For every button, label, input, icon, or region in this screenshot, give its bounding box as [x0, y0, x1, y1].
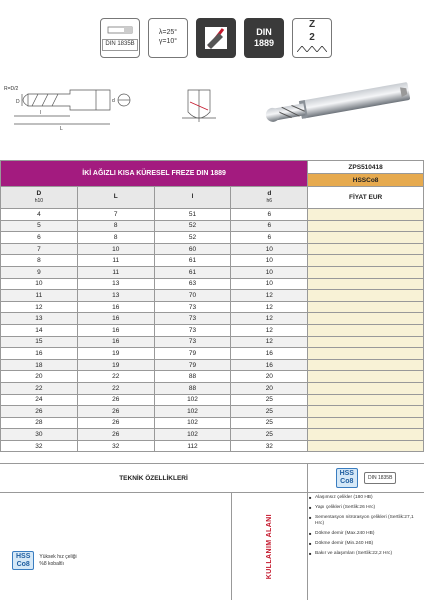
table-cell: 14 — [1, 324, 78, 336]
table-cell: 22 — [77, 382, 154, 394]
table-cell: 19 — [77, 359, 154, 371]
table-cell: 5 — [1, 220, 78, 232]
table-row — [1, 371, 424, 383]
table-cell: 11 — [1, 290, 78, 302]
table-cell: 16 — [77, 324, 154, 336]
usage-item: ■ Yapı çelikleri (Sertlik:26 Hrc) — [308, 505, 424, 511]
table-cell: 12 — [231, 290, 308, 302]
feature-icon-row — [100, 18, 332, 58]
product-table — [0, 160, 424, 452]
features-title: TEKNİK ÖZELLİKLERİ — [0, 464, 308, 493]
table-cell: 25 — [231, 417, 308, 429]
table-cell: 18 — [1, 359, 78, 371]
table-cell: 9 — [1, 266, 78, 278]
table-cell: 32 — [231, 440, 308, 452]
price-cell — [308, 290, 424, 302]
hss-note-line2: %8 kobaltlı — [39, 560, 64, 567]
table-cell: 63 — [154, 278, 231, 290]
table-row — [1, 209, 424, 221]
table-cell: 13 — [77, 290, 154, 302]
usage-item: ■ Alaşımsız çelikler (180 HB) — [308, 495, 424, 501]
price-cell — [308, 232, 424, 244]
table-cell: 12 — [231, 336, 308, 348]
table-row — [1, 429, 424, 441]
table-cell: 79 — [154, 359, 231, 371]
table-title: İKİ AĞIZLI KISA KÜRESEL FREZE DIN 1889 — [1, 161, 308, 187]
table-row — [1, 336, 424, 348]
table-cell: 60 — [154, 243, 231, 255]
table-cell: 6 — [1, 232, 78, 244]
table-cell: 70 — [154, 290, 231, 302]
table-row — [1, 440, 424, 452]
price-cell — [308, 209, 424, 221]
table-cell: 28 — [1, 417, 78, 429]
hss-note — [12, 551, 77, 570]
table-cell: 8 — [77, 232, 154, 244]
table-cell: 11 — [77, 255, 154, 267]
table-cell: 88 — [154, 371, 231, 383]
price-cell — [308, 417, 424, 429]
table-row — [1, 406, 424, 418]
price-cell — [308, 406, 424, 418]
table-cell: 25 — [231, 429, 308, 441]
table-row — [1, 382, 424, 394]
L-dim-label: L — [60, 126, 63, 132]
table-cell: 24 — [1, 394, 78, 406]
usage-item: ■ Sementasyon nitrürasyon çelikleri (Sertlik:27,1 Hrc) — [308, 515, 424, 527]
col-header-d: d h6 — [231, 187, 308, 209]
table-cell: 22 — [77, 371, 154, 383]
table-row — [1, 255, 424, 267]
usage-item: ■ Dökme demir (Min.240 HB) — [308, 541, 424, 547]
angle-icon — [148, 18, 188, 58]
table-cell: 10 — [231, 243, 308, 255]
table-row — [1, 278, 424, 290]
table-cell: 4 — [1, 209, 78, 221]
din-shank-label: DIN 1835B — [102, 39, 137, 51]
ball-cutter-icon — [196, 18, 236, 58]
col-header-D: D h10 — [1, 187, 78, 209]
table-row — [1, 324, 424, 336]
material-description — [0, 493, 232, 600]
z-label: Z — [308, 19, 316, 31]
table-cell: 12 — [231, 313, 308, 325]
table-cell: 12 — [231, 301, 308, 313]
table-row — [1, 266, 424, 278]
price-cell — [308, 371, 424, 383]
table-row — [1, 232, 424, 244]
din-shank-badge: DIN 1835B — [364, 472, 396, 484]
radius-label: R=D/2 — [4, 86, 19, 92]
table-cell: 26 — [77, 406, 154, 418]
table-cell: 16 — [231, 359, 308, 371]
table-cell: 16 — [77, 313, 154, 325]
table-row — [1, 417, 424, 429]
table-cell: 32 — [77, 440, 154, 452]
price-cell — [308, 301, 424, 313]
table-cell: 10 — [77, 243, 154, 255]
price-cell — [308, 348, 424, 360]
col-header-l: l — [154, 187, 231, 209]
product-code: ZPS510418 — [308, 161, 424, 174]
table-row — [1, 394, 424, 406]
table-cell: 73 — [154, 301, 231, 313]
table-row — [1, 243, 424, 255]
material-label: HSSCo8 — [308, 174, 424, 187]
table-cell: 19 — [77, 348, 154, 360]
gamma-angle: γ=10° — [158, 38, 178, 45]
table-row — [1, 301, 424, 313]
table-cell: 16 — [231, 348, 308, 360]
table-cell: 30 — [1, 429, 78, 441]
technical-drawings — [0, 72, 424, 152]
table-cell: 102 — [154, 394, 231, 406]
table-cell: 102 — [154, 406, 231, 418]
din-shank-icon — [100, 18, 140, 58]
table-cell: 15 — [1, 336, 78, 348]
table-cell: 20 — [231, 371, 308, 383]
table-cell: 13 — [77, 278, 154, 290]
price-cell — [308, 382, 424, 394]
tool-drawing — [0, 72, 424, 152]
table-cell: 8 — [1, 255, 78, 267]
hss-co8-small-badge: HSS Co8 — [12, 551, 34, 570]
price-cell — [308, 359, 424, 371]
price-cell — [308, 313, 424, 325]
d-dim-label: d — [112, 98, 115, 104]
table-cell: 26 — [77, 429, 154, 441]
din-1889-icon — [244, 18, 284, 58]
price-cell — [308, 336, 424, 348]
table-cell: 79 — [154, 348, 231, 360]
price-cell — [308, 220, 424, 232]
price-cell — [308, 255, 424, 267]
usage-list — [308, 495, 424, 561]
table-cell: 6 — [231, 232, 308, 244]
table-row — [1, 348, 424, 360]
price-cell — [308, 278, 424, 290]
table-cell: 12 — [1, 301, 78, 313]
table-cell: 52 — [154, 220, 231, 232]
table-cell: 61 — [154, 255, 231, 267]
technical-features — [0, 463, 424, 600]
table-cell: 73 — [154, 324, 231, 336]
table-cell: 102 — [154, 417, 231, 429]
price-cell — [308, 324, 424, 336]
col-header-L: L — [77, 187, 154, 209]
table-cell: 6 — [231, 209, 308, 221]
table-cell: 73 — [154, 313, 231, 325]
table-row — [1, 220, 424, 232]
table-cell: 51 — [154, 209, 231, 221]
table-cell: 10 — [231, 278, 308, 290]
din-label: DIN — [256, 26, 272, 37]
table-cell: 16 — [1, 348, 78, 360]
table-cell: 13 — [1, 313, 78, 325]
table-row — [1, 313, 424, 325]
table-cell: 22 — [1, 382, 78, 394]
table-cell: 26 — [77, 417, 154, 429]
table-cell: 61 — [154, 266, 231, 278]
flute-count-icon — [292, 18, 332, 58]
table-cell: 11 — [77, 266, 154, 278]
table-row — [1, 359, 424, 371]
table-cell: 10 — [231, 266, 308, 278]
table-cell: 12 — [231, 324, 308, 336]
price-cell — [308, 266, 424, 278]
table-cell: 25 — [231, 394, 308, 406]
table-cell: 10 — [231, 255, 308, 267]
l-dim-label: l — [40, 110, 42, 116]
price-cell — [308, 429, 424, 441]
usage-area-label: KULLANIM ALANI — [232, 493, 308, 600]
table-cell: 25 — [231, 406, 308, 418]
table-cell: 6 — [231, 220, 308, 232]
table-cell: 26 — [77, 394, 154, 406]
table-cell: 112 — [154, 440, 231, 452]
table-cell: 16 — [77, 336, 154, 348]
table-cell: 20 — [1, 371, 78, 383]
table-cell: 10 — [1, 278, 78, 290]
hss-note-line1: Yüksek hız çeliği — [39, 554, 77, 561]
price-cell — [308, 394, 424, 406]
features-badges — [308, 464, 424, 493]
price-cell — [308, 440, 424, 452]
usage-item: ■ Bakır ve alaşımları (Sertlik:22,2 Hrc) — [308, 551, 424, 557]
table-cell: 7 — [77, 209, 154, 221]
table-cell: 52 — [154, 232, 231, 244]
col-header-price: FİYAT EUR — [308, 187, 424, 209]
lambda-angle: λ=25° — [158, 29, 178, 37]
z-value: 2 — [309, 31, 315, 43]
table-cell: 26 — [1, 406, 78, 418]
table-cell: 88 — [154, 382, 231, 394]
table-cell: 32 — [1, 440, 78, 452]
table-cell: 102 — [154, 429, 231, 441]
price-cell — [308, 243, 424, 255]
D-dim-label: D — [16, 99, 20, 105]
table-cell: 16 — [77, 301, 154, 313]
table-cell: 8 — [77, 220, 154, 232]
hss-co8-badge: HSS Co8 — [336, 468, 358, 487]
table-cell: 20 — [231, 382, 308, 394]
table-row — [1, 290, 424, 302]
table-cell: 7 — [1, 243, 78, 255]
din-number: 1889 — [253, 38, 275, 48]
usage-item: ■ Dökme demir (Max.240 HB) — [308, 531, 424, 537]
table-cell: 73 — [154, 336, 231, 348]
